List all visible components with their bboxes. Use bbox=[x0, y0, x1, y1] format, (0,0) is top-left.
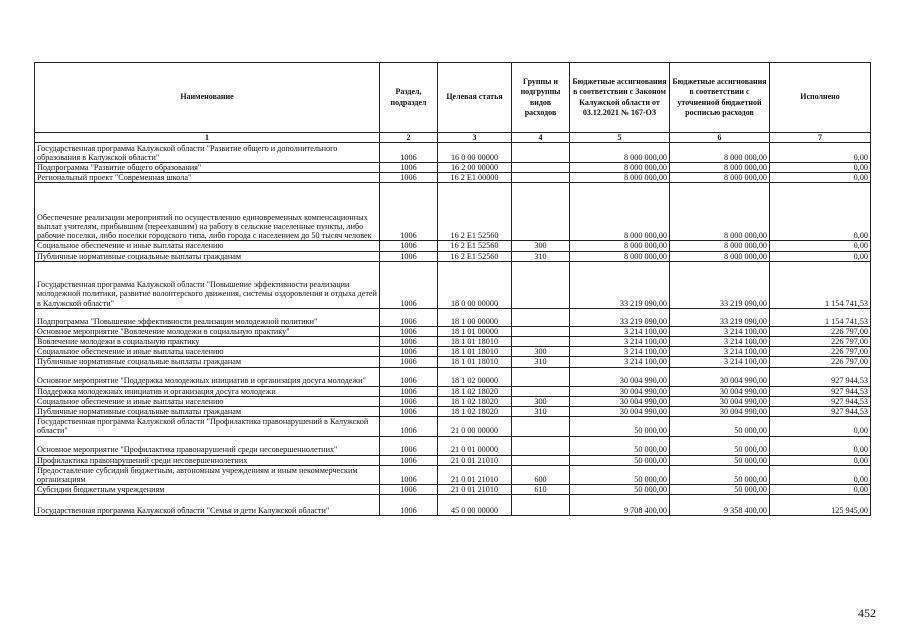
row-section: 1006 bbox=[380, 485, 438, 495]
row-law-amount: 33 219 090,00 bbox=[570, 261, 670, 308]
row-law-amount: 3 214 100,00 bbox=[570, 357, 670, 367]
row-law-amount: 8 000 000,00 bbox=[570, 251, 670, 261]
row-done-amount: 0,00 bbox=[770, 455, 871, 465]
row-group: 310 bbox=[512, 407, 570, 417]
row-section: 1006 bbox=[380, 357, 438, 367]
table-row bbox=[35, 417, 871, 436]
row-target: 16 0 00 00000 bbox=[438, 143, 512, 163]
row-target: 18 1 02 18020 bbox=[438, 407, 512, 417]
row-name: Государственная программа Калужской области "Профилактика правонарушений в Калужской области" bbox=[35, 417, 380, 436]
table-row bbox=[35, 347, 871, 357]
row-group: 310 bbox=[512, 357, 570, 367]
row-group: 600 bbox=[512, 465, 570, 484]
row-done-amount: 0,00 bbox=[770, 465, 871, 484]
row-name: Социальное обеспечение и иные выплаты населению bbox=[35, 347, 380, 357]
row-law-amount: 30 004 990,00 bbox=[570, 386, 670, 396]
row-name: Государственная программа Калужской области "Семья и дети Калужской области" bbox=[35, 495, 380, 516]
row-plan-amount: 30 004 990,00 bbox=[670, 396, 770, 406]
row-group bbox=[512, 308, 570, 326]
row-group bbox=[512, 173, 570, 183]
table-row bbox=[35, 495, 871, 516]
row-name: Субсидии бюджетным учреждениям bbox=[35, 485, 380, 495]
header-number: 1 bbox=[35, 133, 380, 143]
table-row bbox=[35, 261, 871, 308]
row-name: Публичные нормативные социальные выплаты гражданам bbox=[35, 407, 380, 417]
row-section: 1006 bbox=[380, 241, 438, 251]
row-done-amount: 0,00 bbox=[770, 143, 871, 163]
table-row bbox=[35, 308, 871, 326]
row-law-amount: 50 000,00 bbox=[570, 455, 670, 465]
table-row bbox=[35, 251, 871, 261]
row-plan-amount: 3 214 100,00 bbox=[670, 357, 770, 367]
header-done: Исполнено bbox=[770, 63, 871, 133]
row-done-amount: 125 945,00 bbox=[770, 495, 871, 516]
row-group bbox=[512, 495, 570, 516]
row-section: 1006 bbox=[380, 251, 438, 261]
table-row bbox=[35, 485, 871, 495]
row-plan-amount: 8 000 000,00 bbox=[670, 183, 770, 241]
row-section: 1006 bbox=[380, 465, 438, 484]
row-law-amount: 8 000 000,00 bbox=[570, 241, 670, 251]
row-law-amount: 9 708 400,00 bbox=[570, 495, 670, 516]
header-group: Группы и подгруппы видов расходов bbox=[512, 63, 570, 133]
row-plan-amount: 33 219 090,00 bbox=[670, 261, 770, 308]
row-plan-amount: 30 004 990,00 bbox=[670, 367, 770, 386]
row-target: 18 1 01 18010 bbox=[438, 347, 512, 357]
row-done-amount: 226 797,00 bbox=[770, 326, 871, 336]
header-number: 2 bbox=[380, 133, 438, 143]
row-plan-amount: 30 004 990,00 bbox=[670, 386, 770, 396]
row-group bbox=[512, 143, 570, 163]
row-section: 1006 bbox=[380, 396, 438, 406]
row-target: 16 2 E1 00000 bbox=[438, 173, 512, 183]
row-section: 1006 bbox=[380, 173, 438, 183]
row-section: 1006 bbox=[380, 183, 438, 241]
row-section: 1006 bbox=[380, 337, 438, 347]
row-target: 18 1 02 18020 bbox=[438, 386, 512, 396]
row-done-amount: 0,00 bbox=[770, 417, 871, 436]
row-law-amount: 50 000,00 bbox=[570, 485, 670, 495]
row-target: 18 1 00 00000 bbox=[438, 308, 512, 326]
row-done-amount: 226 797,00 bbox=[770, 337, 871, 347]
table-row bbox=[35, 241, 871, 251]
row-done-amount: 0,00 bbox=[770, 183, 871, 241]
row-done-amount: 0,00 bbox=[770, 163, 871, 173]
row-section: 1006 bbox=[380, 407, 438, 417]
row-target: 16 2 00 00000 bbox=[438, 163, 512, 173]
row-target: 18 0 00 00000 bbox=[438, 261, 512, 308]
row-name: Профилактика правонарушений среди несовершеннолетних bbox=[35, 455, 380, 465]
row-plan-amount: 3 214 100,00 bbox=[670, 337, 770, 347]
table-row bbox=[35, 465, 871, 484]
table-row bbox=[35, 386, 871, 396]
header-number: 5 bbox=[570, 133, 670, 143]
row-section: 1006 bbox=[380, 455, 438, 465]
row-plan-amount: 8 000 000,00 bbox=[670, 173, 770, 183]
row-name: Основное мероприятие "Вовлечение молодежи в социальную практику" bbox=[35, 326, 380, 336]
row-target: 18 1 01 00000 bbox=[438, 326, 512, 336]
row-target: 16 2 E1 52560 bbox=[438, 183, 512, 241]
table-row bbox=[35, 326, 871, 336]
row-plan-amount: 8 000 000,00 bbox=[670, 241, 770, 251]
row-target: 16 2 E1 52560 bbox=[438, 241, 512, 251]
table-body bbox=[35, 143, 871, 516]
row-law-amount: 3 214 100,00 bbox=[570, 337, 670, 347]
table-row bbox=[35, 143, 871, 163]
row-group bbox=[512, 417, 570, 436]
row-name: Социальное обеспечение и иные выплаты населению bbox=[35, 396, 380, 406]
header-target: Целевая статья bbox=[438, 63, 512, 133]
row-target: 16 2 E1 52560 bbox=[438, 251, 512, 261]
row-law-amount: 30 004 990,00 bbox=[570, 367, 670, 386]
row-name: Социальное обеспечение и иные выплаты населению bbox=[35, 241, 380, 251]
row-done-amount: 0,00 bbox=[770, 241, 871, 251]
row-name: Предоставление субсидий бюджетным, автономным учреждениям и иным некоммерческим организациям bbox=[35, 465, 380, 484]
row-law-amount: 50 000,00 bbox=[570, 417, 670, 436]
budget-table bbox=[34, 62, 871, 516]
row-section: 1006 bbox=[380, 367, 438, 386]
row-law-amount: 8 000 000,00 bbox=[570, 143, 670, 163]
table-row bbox=[35, 173, 871, 183]
table-row bbox=[35, 337, 871, 347]
row-law-amount: 33 219 090,00 bbox=[570, 308, 670, 326]
row-target: 18 1 02 18020 bbox=[438, 396, 512, 406]
row-law-amount: 8 000 000,00 bbox=[570, 183, 670, 241]
row-target: 18 1 02 00000 bbox=[438, 367, 512, 386]
table-row bbox=[35, 396, 871, 406]
row-group bbox=[512, 337, 570, 347]
row-name: Вовлечение молодежи в социальную практику bbox=[35, 337, 380, 347]
row-section: 1006 bbox=[380, 143, 438, 163]
row-name: Государственная программа Калужской области "Повышение эффективности реализации молодежной политики, развитие волонтерского движения, системы оздоровления и отдыха детей в Калужской области" bbox=[35, 261, 380, 308]
row-section: 1006 bbox=[380, 261, 438, 308]
row-plan-amount: 8 000 000,00 bbox=[670, 163, 770, 173]
page-number: 452 bbox=[858, 606, 876, 620]
row-plan-amount: 3 214 100,00 bbox=[670, 347, 770, 357]
row-name: Региональный проект "Современная школа" bbox=[35, 173, 380, 183]
row-group bbox=[512, 436, 570, 455]
row-plan-amount: 50 000,00 bbox=[670, 465, 770, 484]
row-done-amount: 0,00 bbox=[770, 173, 871, 183]
row-plan-amount: 50 000,00 bbox=[670, 485, 770, 495]
table-row bbox=[35, 436, 871, 455]
header-number: 7 bbox=[770, 133, 871, 143]
row-name: Государственная программа Калужской области "Развитие общего и дополнительного образования в Калужской области" bbox=[35, 143, 380, 163]
row-plan-amount: 3 214 100,00 bbox=[670, 326, 770, 336]
header-law: Бюджетные ассигнования в соответствии с Законом Калужской области от 03.12.2021 № 167-ОЗ bbox=[570, 63, 670, 133]
header-name: Наименование bbox=[35, 63, 380, 133]
row-law-amount: 8 000 000,00 bbox=[570, 173, 670, 183]
row-name: Поддержка молодежных инициатив и организация досуга молодежи bbox=[35, 386, 380, 396]
row-done-amount: 1 154 741,53 bbox=[770, 308, 871, 326]
row-section: 1006 bbox=[380, 386, 438, 396]
row-plan-amount: 9 358 400,00 bbox=[670, 495, 770, 516]
row-name: Публичные нормативные социальные выплаты гражданам bbox=[35, 357, 380, 367]
row-group bbox=[512, 183, 570, 241]
row-plan-amount: 30 004 990,00 bbox=[670, 407, 770, 417]
header-number: 4 bbox=[512, 133, 570, 143]
row-section: 1006 bbox=[380, 436, 438, 455]
row-group: 300 bbox=[512, 241, 570, 251]
row-target: 21 0 01 21010 bbox=[438, 455, 512, 465]
row-group: 300 bbox=[512, 396, 570, 406]
header-number: 6 bbox=[670, 133, 770, 143]
row-law-amount: 50 000,00 bbox=[570, 436, 670, 455]
row-target: 18 1 01 18010 bbox=[438, 357, 512, 367]
row-done-amount: 927 944,53 bbox=[770, 386, 871, 396]
row-done-amount: 226 797,00 bbox=[770, 347, 871, 357]
row-group bbox=[512, 386, 570, 396]
header-section: Раздел, подраздел bbox=[380, 63, 438, 133]
row-target: 21 0 01 21010 bbox=[438, 485, 512, 495]
table-row bbox=[35, 367, 871, 386]
row-section: 1006 bbox=[380, 326, 438, 336]
row-section: 1006 bbox=[380, 417, 438, 436]
row-plan-amount: 8 000 000,00 bbox=[670, 251, 770, 261]
row-plan-amount: 8 000 000,00 bbox=[670, 143, 770, 163]
row-group: 300 bbox=[512, 347, 570, 357]
row-plan-amount: 50 000,00 bbox=[670, 436, 770, 455]
table-row bbox=[35, 163, 871, 173]
row-done-amount: 226 797,00 bbox=[770, 357, 871, 367]
row-name: Подпрограмма "Развитие общего образования" bbox=[35, 163, 380, 173]
row-done-amount: 0,00 bbox=[770, 436, 871, 455]
row-plan-amount: 33 219 090,00 bbox=[670, 308, 770, 326]
row-done-amount: 927 944,53 bbox=[770, 396, 871, 406]
row-law-amount: 3 214 100,00 bbox=[570, 326, 670, 336]
row-group bbox=[512, 261, 570, 308]
table-row bbox=[35, 455, 871, 465]
row-target: 45 0 00 00000 bbox=[438, 495, 512, 516]
row-done-amount: 1 154 741,53 bbox=[770, 261, 871, 308]
row-law-amount: 8 000 000,00 bbox=[570, 163, 670, 173]
row-law-amount: 30 004 990,00 bbox=[570, 396, 670, 406]
row-target: 21 0 01 21010 bbox=[438, 465, 512, 484]
row-law-amount: 50 000,00 bbox=[570, 465, 670, 484]
header-number: 3 bbox=[438, 133, 512, 143]
row-law-amount: 3 214 100,00 bbox=[570, 347, 670, 357]
row-done-amount: 0,00 bbox=[770, 251, 871, 261]
row-group bbox=[512, 455, 570, 465]
row-section: 1006 bbox=[380, 347, 438, 357]
row-group bbox=[512, 326, 570, 336]
table-row bbox=[35, 407, 871, 417]
table-row bbox=[35, 183, 871, 241]
row-done-amount: 927 944,53 bbox=[770, 407, 871, 417]
row-group bbox=[512, 367, 570, 386]
row-group: 310 bbox=[512, 251, 570, 261]
row-target: 18 1 01 18010 bbox=[438, 337, 512, 347]
row-section: 1006 bbox=[380, 163, 438, 173]
row-target: 21 0 00 00000 bbox=[438, 417, 512, 436]
row-group bbox=[512, 163, 570, 173]
row-name: Обеспечение реализации мероприятий по осуществлению единовременных компенсационных выплат учителям, прибывшим (переехавшим) на работу в сельские населенные пункты, либо рабочие поселки, либо поселки городского типа, либо города с населением до 50 тысяч человек bbox=[35, 183, 380, 241]
row-section: 1006 bbox=[380, 495, 438, 516]
row-plan-amount: 50 000,00 bbox=[670, 417, 770, 436]
row-name: Подпрограмма "Повышение эффективности реализации молодежной политики" bbox=[35, 308, 380, 326]
row-plan-amount: 50 000,00 bbox=[670, 455, 770, 465]
row-group: 610 bbox=[512, 485, 570, 495]
row-name: Публичные нормативные социальные выплаты гражданам bbox=[35, 251, 380, 261]
header-plan: Бюджетные ассигнования в соответствии с уточненной бюджетной росписью расходов bbox=[670, 63, 770, 133]
row-section: 1006 bbox=[380, 308, 438, 326]
row-target: 21 0 01 00000 bbox=[438, 436, 512, 455]
row-law-amount: 30 004 990,00 bbox=[570, 407, 670, 417]
table-row bbox=[35, 357, 871, 367]
row-done-amount: 927 944,53 bbox=[770, 367, 871, 386]
row-name: Основное мероприятие "Поддержка молодежных инициатив и организация досуга молодежи" bbox=[35, 367, 380, 386]
row-done-amount: 0,00 bbox=[770, 485, 871, 495]
row-name: Основное мероприятие "Профилактика правонарушений среди несовершеннолетних" bbox=[35, 436, 380, 455]
